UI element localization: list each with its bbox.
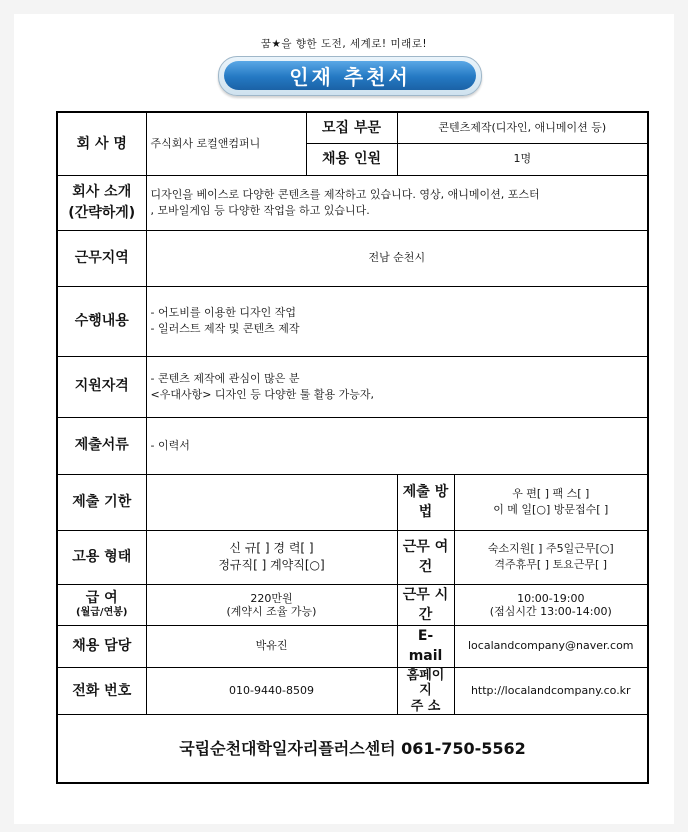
hours-value: 10:00-19:00 (점심시간 13:00-14:00): [454, 584, 648, 626]
recruit-dept-value: 콘텐츠제작(디자인, 애니메이션 등): [397, 112, 648, 143]
homepage-value: http://localandcompany.co.kr: [454, 667, 648, 715]
documents-value: - 이력서: [146, 417, 648, 474]
intro-text: 디자인을 베이스로 다양한 콘텐츠를 제작하고 있습니다. 영상, 애니메이션, 포스터 , 모바일게임 등 다양한 작업을 하고 있습니다.: [146, 175, 648, 230]
qualification-text: - 콘텐츠 제작에 관심이 많은 분 <우대사항> 디자인 등 다양한 툴 활용 가능자,: [146, 356, 648, 417]
hours-label: 근무 시간: [397, 584, 454, 626]
company-value: 주식회사 로컬앤컴퍼니: [146, 112, 306, 175]
documents-label: 제출서류: [57, 417, 146, 474]
conditions-label: 근무 여건: [397, 530, 454, 584]
company-label: 회 사 명: [57, 112, 146, 175]
manager-label: 채용 담당: [57, 626, 146, 668]
method-label: 제출 방법: [397, 474, 454, 530]
page-title: 인재 추천서: [224, 61, 476, 90]
location-label: 근무지역: [57, 230, 146, 286]
email-label: E-mail: [397, 626, 454, 668]
deadline-value: [146, 474, 397, 530]
phone-label: 전화 번호: [57, 667, 146, 715]
manager-value: 박유진: [146, 626, 397, 668]
qualification-label: 지원자격: [57, 356, 146, 417]
conditions-options: 숙소지원[ ] 주5일근무[○] 격주휴무[ ] 토요근무[ ]: [454, 530, 648, 584]
recruit-dept-label: 모집 부문: [306, 112, 397, 143]
email-value: localandcompany@naver.com: [454, 626, 648, 668]
duties-text: - 어도비를 이용한 디자인 작업 - 일러스트 제작 및 콘텐츠 제작: [146, 286, 648, 356]
salary-label: 급 여 (월급/연봉): [57, 584, 146, 626]
intro-label: 회사 소개 (간략하게): [57, 175, 146, 230]
headcount-label: 채용 인원: [306, 143, 397, 175]
salary-value: 220만원 (계약시 조율 가능): [146, 584, 397, 626]
footer-contact: 국립순천대학일자리플러스센터 061-750-5562: [57, 715, 648, 783]
deadline-label: 제출 기한: [57, 474, 146, 530]
headcount-value: 1명: [397, 143, 648, 175]
slogan: 꿈★을 향한 도전, 세계로! 미래로!: [260, 38, 428, 50]
method-options: 우 편[ ] 팩 스[ ] 이 메 일[○] 방문접수[ ]: [454, 474, 648, 530]
recommendation-form: [56, 111, 649, 784]
phone-value: 010-9440-8509: [146, 667, 397, 715]
employment-options: 신 규[ ] 경 력[ ] 정규직[ ] 계약직[○]: [146, 530, 397, 584]
title-banner: [218, 56, 482, 96]
employment-label: 고용 형태: [57, 530, 146, 584]
location-value: 전남 순천시: [146, 230, 648, 286]
duties-label: 수행내용: [57, 286, 146, 356]
homepage-label: 홈페이지 주 소: [397, 667, 454, 715]
